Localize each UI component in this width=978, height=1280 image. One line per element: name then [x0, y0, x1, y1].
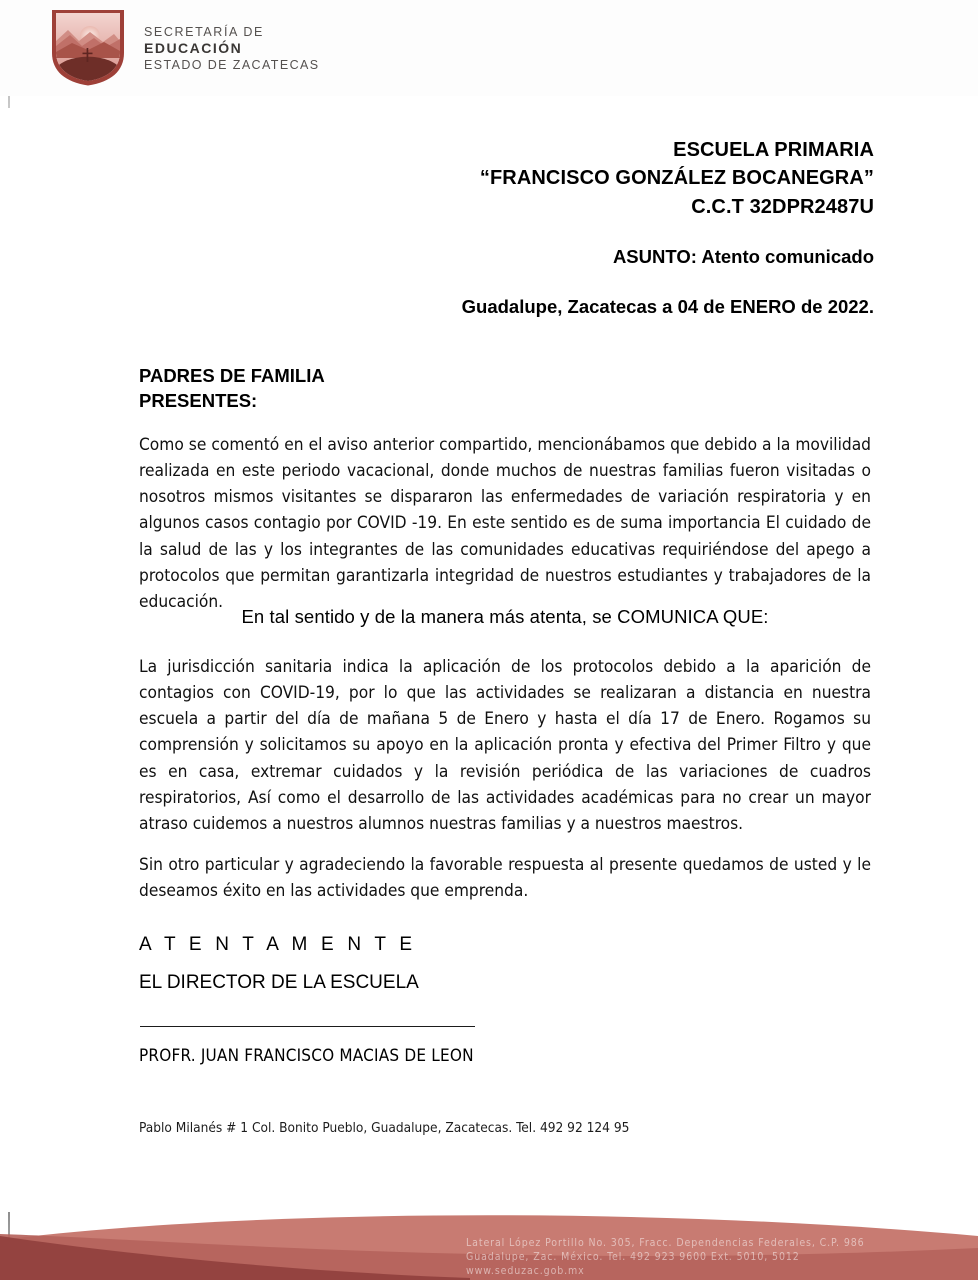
letterhead-header	[0, 0, 978, 96]
brand-line-educacion: EDUCACIÓN	[144, 40, 243, 57]
body-paragraph-1: Como se comentó en el aviso anterior compartido, mencionábamos que debido a la movilidad realizada en este periodo vacacional, donde muchos de nuestras familias fueron visitadas o nosotros mismos visitantes se dispararon las enfermedades de variación respiratoria y en algunos casos contagio por COVID -19. En este sentido es de suma importancia El cuidado de la salud de las y los integrantes de las comunidades educativas requiriéndose del apego a protocolos que permitan garantizarla integridad de nuestros estudiantes y trabajadores de la educación.	[139, 435, 871, 612]
school-address-line: Pablo Milanés # 1 Col. Bonito Pueblo, Guadalupe, Zacatecas. Tel. 492 92 124 95	[139, 1120, 630, 1136]
signature-line	[140, 1026, 475, 1027]
comunica-statement: En tal sentido y de la manera más atenta, se COMUNICA QUE:	[241, 606, 769, 627]
school-cct-code: C.C.T 32DPR2487U	[691, 195, 874, 218]
footer-contact-text	[466, 1236, 865, 1278]
place-and-date-line: Guadalupe, Zacatecas a 04 de ENERO de 2022.	[461, 296, 874, 317]
addressee-line-2: PRESENTES:	[139, 389, 258, 411]
footer-website: www.seduzac.gob.mx	[466, 1265, 585, 1278]
letterhead-footer	[0, 1206, 978, 1280]
signer-name: PROFR. JUAN FRANCISCO MACIAS DE LEON	[139, 1046, 474, 1066]
brand-line-estado: ESTADO DE ZACATECAS	[144, 57, 320, 72]
zacatecas-education-shield-icon	[48, 8, 128, 86]
closing-atentamente: A T E N T A M E N T E	[139, 934, 417, 955]
addressee-block	[139, 364, 325, 413]
footer-address-line-2: Guadalupe, Zac. México. Tel. 492 923 9600 Ext. 5010, 5012	[466, 1251, 800, 1264]
subject-line: ASUNTO: Atento comunicado	[612, 246, 874, 267]
school-title-block	[130, 136, 874, 221]
signer-role: EL DIRECTOR DE LA ESCUELA	[139, 972, 419, 993]
addressee-line-1: PADRES DE FAMILIA	[139, 365, 325, 386]
brand-line-secretaria: SECRETARÍA DE	[144, 25, 264, 40]
school-title-line-1: ESCUELA PRIMARIA	[673, 139, 874, 161]
body-paragraph-2: La jurisdicción sanitaria indica la aplicación de los protocolos debido a la aparición de contagios con COVID-19, por lo que las actividades se realizaran a distancia en nuestra escuela a partir del día de mañana 5 de Enero y hasta el día 17 de Enero. Rogamos su comprensión y solicitamos su apoyo en la aplicación pronta y efectiva del Primer Filtro y que es en casa, extremar cuidados y la revisión periódica de las variaciones de cuadros respiratorios, Así como el desarrollo de las actividades académicas para no crear un mayor atraso cuidemos a nuestros alumnos nuestras familias y a nuestros maestros.	[139, 657, 871, 834]
letterhead-brand-text	[144, 21, 319, 73]
body-paragraph-3: Sin otro particular y agradeciendo la favorable respuesta al presente quedamos de usted y le deseamos éxito en las actividades que emprenda.	[139, 855, 871, 902]
footer-address-line-1: Lateral López Portillo No. 305, Fracc. Dependencias Federales, C.P. 986	[466, 1237, 865, 1249]
letterhead-brand-group	[48, 8, 319, 86]
school-title-line-2: “FRANCISCO GONZÁLEZ BOCANEGRA”	[479, 167, 874, 190]
